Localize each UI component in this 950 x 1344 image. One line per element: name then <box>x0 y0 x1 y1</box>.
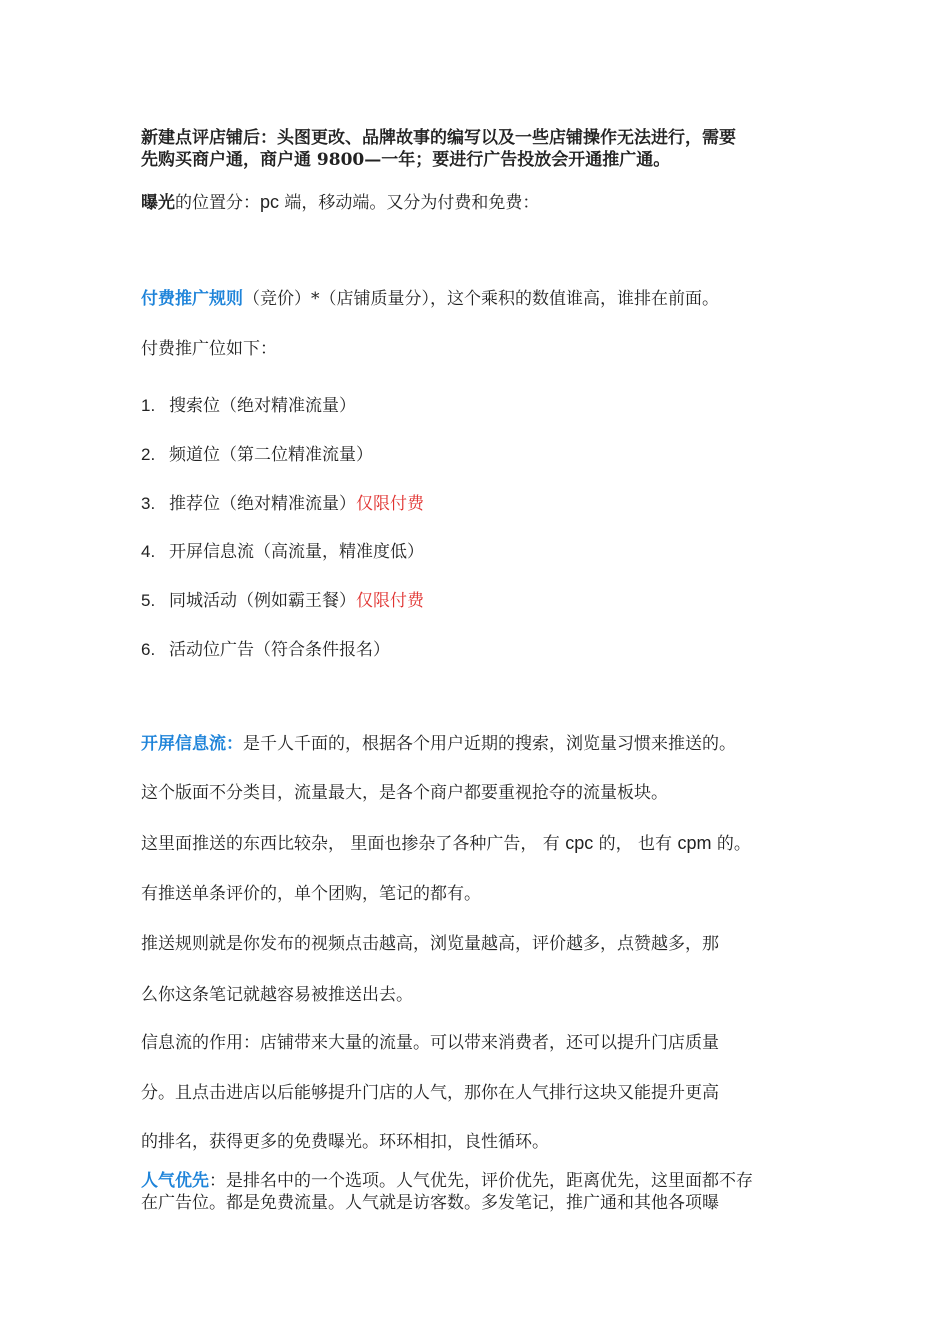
list-item-text: 频道位（第二位精准流量） <box>169 445 373 465</box>
intro-line-1: 新建点评店铺后：头图更改、品牌故事的编写以及一些店铺操作无法进行，需要 <box>141 128 736 148</box>
popularity-paragraph <box>141 1170 821 1214</box>
list-item <box>141 492 821 516</box>
feed-line-3 <box>141 831 821 856</box>
list-item-text: 同城活动（例如霸王餐） <box>169 591 356 611</box>
list-item <box>141 443 821 467</box>
intro-paragraph <box>141 127 821 171</box>
popularity-line-1 <box>141 1170 821 1192</box>
feed-label: 开屏信息流： <box>141 734 243 754</box>
list-item <box>141 540 821 564</box>
feed-line-3b: 的， 也有 <box>593 834 678 854</box>
list-item-number: 4. <box>141 542 156 561</box>
paid-rule-label: 付费推广规则 <box>141 289 243 309</box>
list-item <box>141 589 821 613</box>
list-item <box>141 638 821 662</box>
feed-line-9: 的排名，获得更多的免费曝光。环环相扣，良性循环。 <box>141 1132 549 1152</box>
paid-rule-paragraph <box>141 287 821 311</box>
paid-rule-text: （竞价）*（店铺质量分），这个乘积的数值谁高，谁排在前面。 <box>243 289 719 309</box>
exposure-rest-a: 的位置分： <box>175 193 260 213</box>
popularity-line-2: 在广告位。都是免费流量。人气就是访客数。多发笔记，推广通和其他各项曝 <box>141 1193 719 1213</box>
exposure-bold: 曝光 <box>141 193 175 213</box>
feed-cpm: cpm <box>677 833 712 853</box>
intro-line-2: 先购买商户通，商户通 9800—一年；要进行广告投放会开通推广通。 <box>141 150 671 170</box>
list-item-text: 搜索位（绝对精准流量） <box>169 396 356 416</box>
list-item-text: 推荐位（绝对精准流量） <box>169 494 356 514</box>
list-item-number: 2. <box>141 445 156 464</box>
list-item-tag: 仅限付费 <box>356 494 424 514</box>
feed-line-1 <box>141 732 821 756</box>
list-item-tag: 仅限付费 <box>356 591 424 611</box>
list-item-number: 5. <box>141 591 156 610</box>
feed-line-3c: 的。 <box>711 834 751 854</box>
feed-line-5: 推送规则就是你发布的视频点击越高，浏览量越高，评价越多，点赞越多，那 <box>141 934 719 954</box>
feed-cpc: cpc <box>565 833 594 853</box>
popularity-label: 人气优先 <box>141 1171 209 1191</box>
feed-line-2: 这个版面不分类目，流量最大，是各个商户都要重视抢夺的流量板块。 <box>141 783 668 803</box>
feed-line-7: 信息流的作用：店铺带来大量的流量。可以带来消费者，还可以提升门店质量 <box>141 1033 719 1053</box>
exposure-paragraph <box>141 190 821 215</box>
list-item-number: 6. <box>141 640 156 659</box>
list-item-text: 活动位广告（符合条件报名） <box>169 640 390 660</box>
feed-line-6: 么你这条笔记就越容易被推送出去。 <box>141 985 413 1005</box>
list-item-text: 开屏信息流（高流量，精准度低） <box>169 542 424 562</box>
feed-line-8: 分。且点击进店以后能够提升门店的人气，那你在人气排行这块又能提升更高 <box>141 1083 719 1103</box>
list-item-number: 3. <box>141 494 156 513</box>
list-item-number: 1. <box>141 396 156 415</box>
feed-line-3a: 这里面推送的东西比较杂， 里面也掺杂了各种广告， 有 <box>141 834 566 854</box>
feed-line-4: 有推送单条评价的，单个团购，笔记的都有。 <box>141 884 481 904</box>
paid-list-title: 付费推广位如下： <box>141 339 277 359</box>
feed-text-1: 是千人千面的，根据各个用户近期的搜索，浏览量习惯来推送的。 <box>243 734 736 754</box>
exposure-rest-b: 端，移动端。又分为付费和免费： <box>279 193 540 213</box>
popularity-text-1: ：是排名中的一个选项。人气优先，评价优先，距离优先，这里面都不存 <box>209 1171 753 1191</box>
exposure-pc: pc <box>260 192 280 212</box>
list-item <box>141 394 821 418</box>
